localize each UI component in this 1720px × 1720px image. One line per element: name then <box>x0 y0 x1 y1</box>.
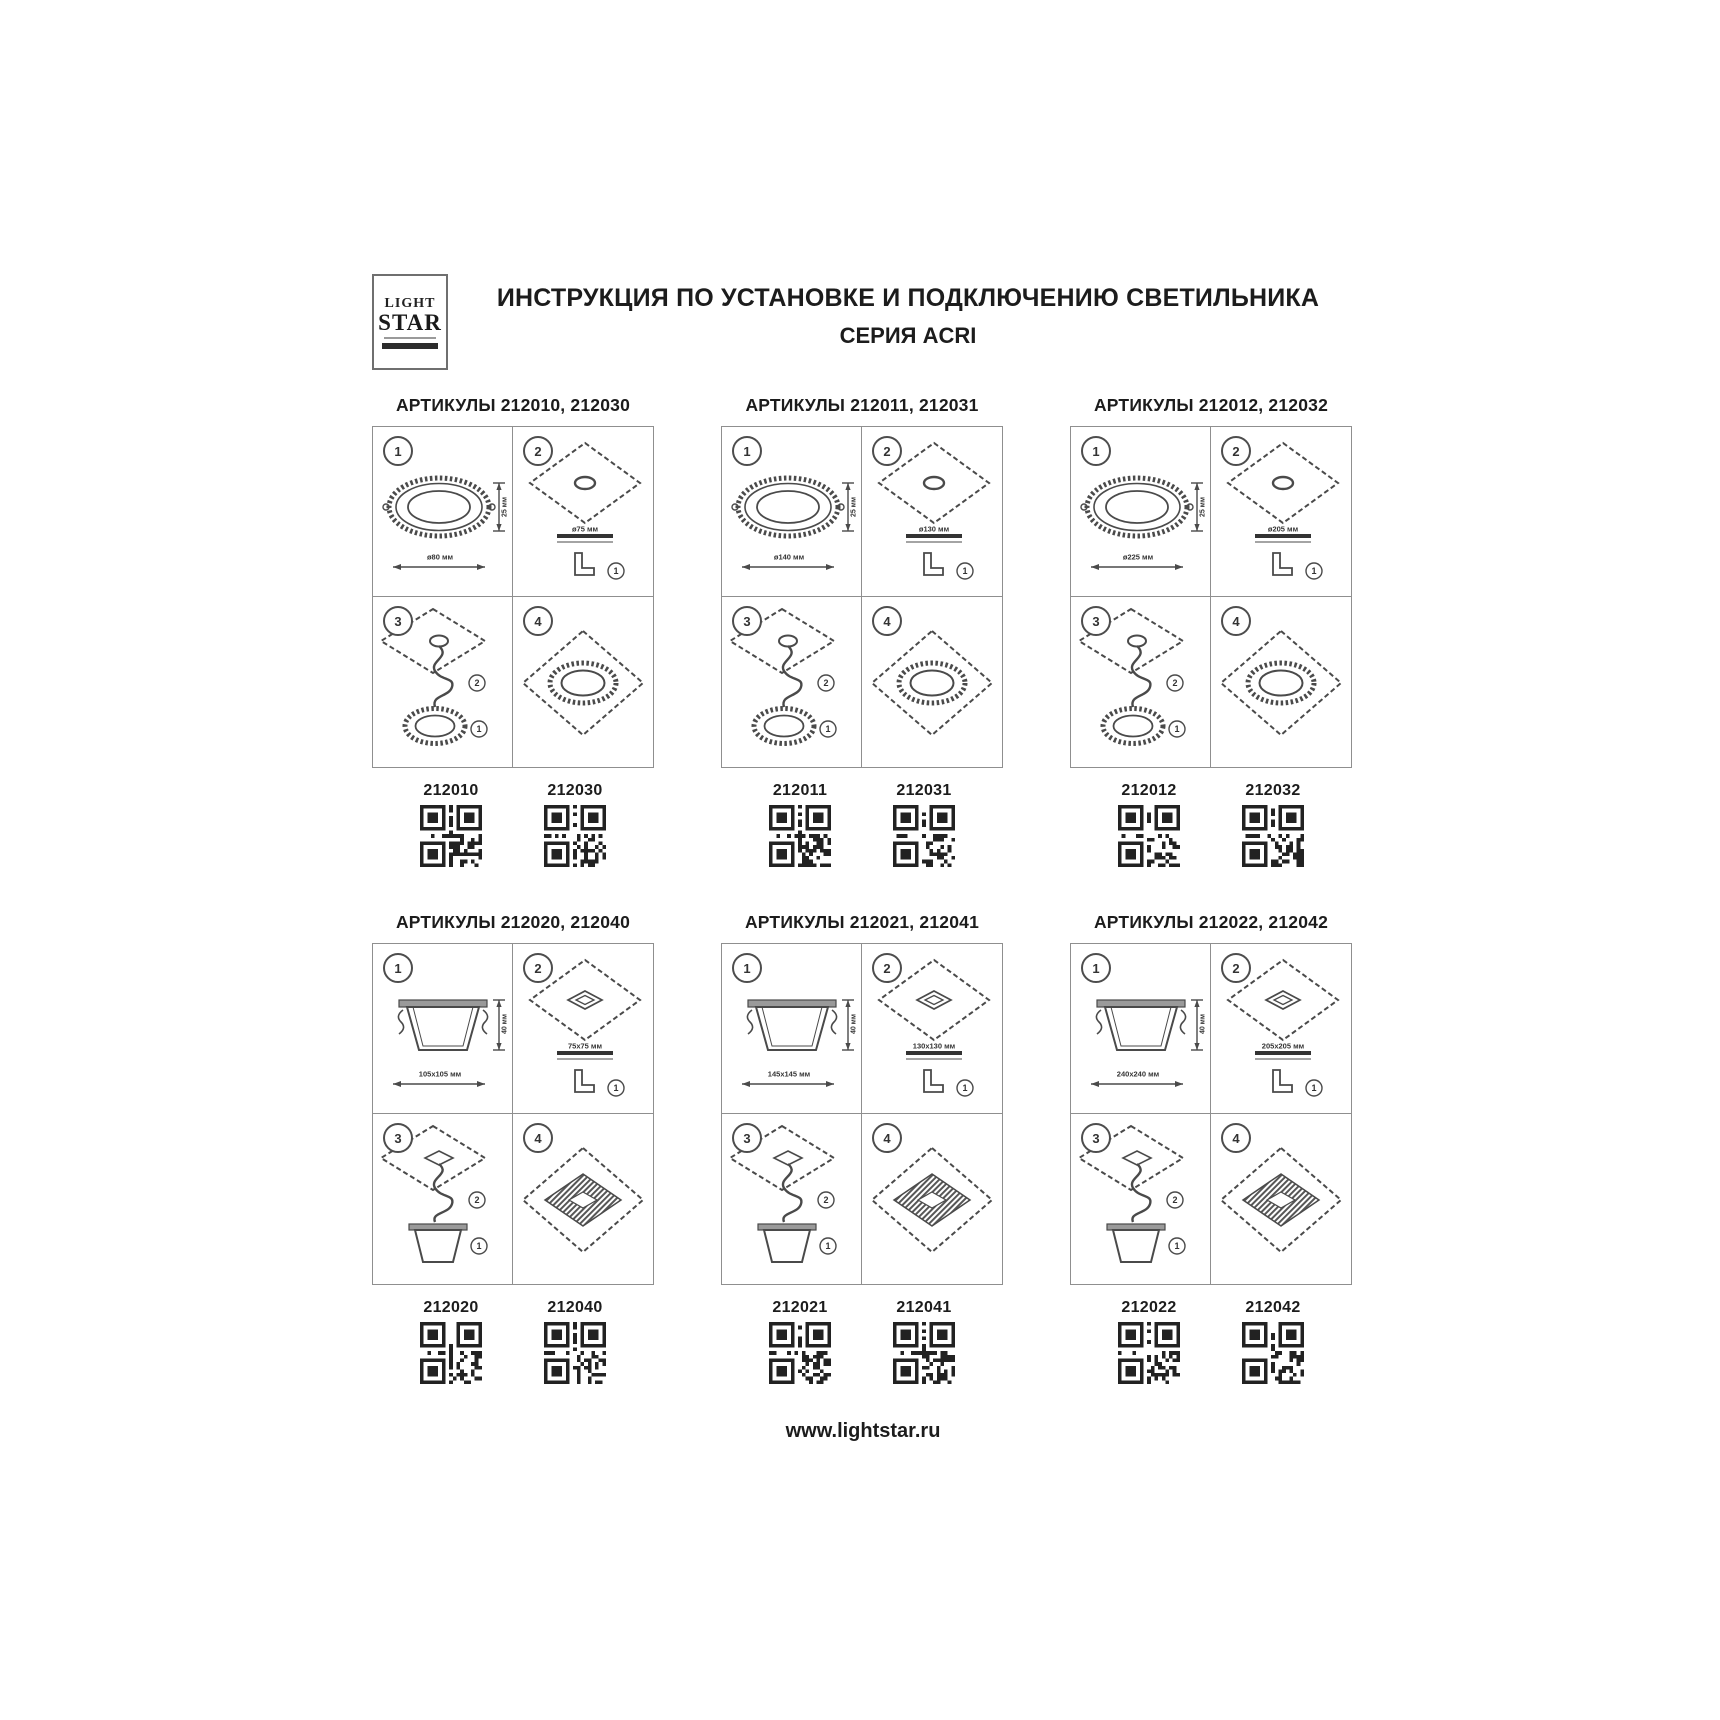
article-codes <box>721 1299 1003 1389</box>
fixture-callout-number: 1 <box>1174 724 1180 734</box>
article-code-block <box>535 1299 615 1389</box>
panel-header: АРТИКУЛЫ 212020, 212040 <box>395 912 631 932</box>
step-number-badge: 4 <box>523 1123 553 1153</box>
step-number-badge: 2 <box>1221 953 1251 983</box>
logo-text-star: STAR <box>378 309 442 335</box>
step-3-cell <box>722 597 862 767</box>
article-number: 212011 <box>772 782 828 799</box>
article-code-block <box>535 782 615 872</box>
step-2-cell <box>1211 944 1351 1114</box>
step-number-badge: 1 <box>732 953 762 983</box>
article-code-block <box>884 782 964 872</box>
logo-divider-bar <box>384 337 436 339</box>
cutout-dimension-label: ø205 мм <box>1267 524 1299 534</box>
qr-code <box>1118 1322 1180 1384</box>
step-1-cell <box>722 944 862 1114</box>
step-number-badge: 3 <box>732 606 762 636</box>
qr-code <box>420 1322 482 1384</box>
qr-code <box>420 805 482 867</box>
bracket-callout-number: 1 <box>1311 1083 1317 1093</box>
bracket-callout-number: 1 <box>613 1083 619 1093</box>
step-number-badge: 3 <box>732 1123 762 1153</box>
fixture-callout-number: 1 <box>476 1241 482 1251</box>
bracket-callout-number: 1 <box>962 566 968 576</box>
bracket-callout-number: 1 <box>962 1083 968 1093</box>
article-codes <box>372 782 654 872</box>
step-4-cell <box>862 597 1002 767</box>
height-dimension-label: 25 мм <box>1199 496 1207 518</box>
width-dimension-label: 145x145 мм <box>767 1069 811 1079</box>
step-number-badge: 1 <box>1081 953 1111 983</box>
article-code-block <box>1233 1299 1313 1389</box>
article-number: 212040 <box>547 1299 603 1316</box>
panel-header: АРТИКУЛЫ 212010, 212030 <box>395 395 631 415</box>
qr-code <box>769 1322 831 1384</box>
article-number: 212020 <box>423 1299 479 1316</box>
step-number-badge: 4 <box>872 1123 902 1153</box>
article-number: 212010 <box>423 782 479 799</box>
instruction-grid <box>721 943 1003 1285</box>
step-2-cell <box>862 427 1002 597</box>
panels-grid <box>372 395 1352 1389</box>
article-code-block <box>1109 1299 1189 1389</box>
qr-code <box>893 1322 955 1384</box>
step-4-cell <box>862 1114 1002 1284</box>
step-number-badge: 1 <box>383 436 413 466</box>
qr-code <box>769 805 831 867</box>
qr-code <box>1118 805 1180 867</box>
cable-callout-number: 2 <box>1172 1195 1178 1205</box>
cutout-dimension-label: ø130 мм <box>918 524 950 534</box>
article-code-block <box>884 1299 964 1389</box>
step-3-cell <box>722 1114 862 1284</box>
step-3-cell <box>373 1114 513 1284</box>
article-codes <box>372 1299 654 1389</box>
step-2-cell <box>513 944 653 1114</box>
footer-url: www.lightstar.ru <box>785 1420 941 1442</box>
height-dimension-label: 40 мм <box>850 1013 858 1035</box>
step-number-badge: 2 <box>872 436 902 466</box>
panel-212010-212030 <box>372 395 654 872</box>
cable-callout-number: 2 <box>823 1195 829 1205</box>
article-number: 212022 <box>1121 1299 1177 1316</box>
step-1-cell <box>373 944 513 1114</box>
step-1-cell <box>1071 427 1211 597</box>
step-3-cell <box>1071 1114 1211 1284</box>
panel-212022-212042 <box>1070 912 1352 1389</box>
step-number-badge: 3 <box>1081 606 1111 636</box>
step-4-cell <box>513 597 653 767</box>
page-subtitle: СЕРИЯ ACRI <box>839 323 977 348</box>
cable-callout-number: 2 <box>474 678 480 688</box>
panel-header: АРТИКУЛЫ 212022, 212042 <box>1093 912 1329 932</box>
cutout-dimension-label: 75x75 мм <box>567 1041 603 1051</box>
article-number: 212032 <box>1245 782 1301 799</box>
panel-header: АРТИКУЛЫ 212021, 212041 <box>744 912 980 932</box>
width-dimension-label: 240x240 мм <box>1116 1069 1160 1079</box>
step-1-cell <box>722 427 862 597</box>
fixture-callout-number: 1 <box>1174 1241 1180 1251</box>
step-number-badge: 1 <box>732 436 762 466</box>
panel-header: АРТИКУЛЫ 212012, 212032 <box>1093 395 1329 415</box>
bracket-callout-number: 1 <box>613 566 619 576</box>
article-code-block <box>411 1299 491 1389</box>
panel-212020-212040 <box>372 912 654 1389</box>
article-number: 212021 <box>772 1299 828 1316</box>
cutout-dimension-label: 130x130 мм <box>912 1041 956 1051</box>
fixture-callout-number: 1 <box>825 1241 831 1251</box>
article-codes <box>721 782 1003 872</box>
step-number-badge: 2 <box>523 436 553 466</box>
article-number: 212041 <box>896 1299 952 1316</box>
panel-212021-212041 <box>721 912 1003 1389</box>
step-2-cell <box>513 427 653 597</box>
article-codes <box>1070 782 1352 872</box>
step-number-badge: 4 <box>872 606 902 636</box>
cable-callout-number: 2 <box>823 678 829 688</box>
step-number-badge: 2 <box>872 953 902 983</box>
cable-callout-number: 2 <box>474 1195 480 1205</box>
article-code-block <box>760 782 840 872</box>
lightstar-logo <box>372 274 448 370</box>
logo-bottom-bar <box>382 343 438 349</box>
bracket-callout-number: 1 <box>1311 566 1317 576</box>
article-number: 212030 <box>547 782 603 799</box>
step-number-badge: 2 <box>1221 436 1251 466</box>
cutout-dimension-label: ø75 мм <box>571 524 599 534</box>
title-block <box>462 284 1354 349</box>
step-number-badge: 4 <box>1221 606 1251 636</box>
article-code-block <box>760 1299 840 1389</box>
step-number-badge: 4 <box>1221 1123 1251 1153</box>
instruction-grid <box>372 943 654 1285</box>
step-4-cell <box>1211 597 1351 767</box>
instruction-grid <box>1070 943 1352 1285</box>
article-code-block <box>1109 782 1189 872</box>
step-number-badge: 2 <box>523 953 553 983</box>
logo-text-light: LIGHT <box>384 295 436 311</box>
instruction-grid <box>1070 426 1352 768</box>
article-number: 212031 <box>896 782 952 799</box>
step-4-cell <box>1211 1114 1351 1284</box>
cable-callout-number: 2 <box>1172 678 1178 688</box>
step-1-cell <box>373 427 513 597</box>
article-codes <box>1070 1299 1352 1389</box>
height-dimension-label: 25 мм <box>850 496 858 518</box>
article-code-block <box>411 782 491 872</box>
panel-header: АРТИКУЛЫ 212011, 212031 <box>745 395 979 415</box>
panel-212012-212032 <box>1070 395 1352 872</box>
qr-code <box>893 805 955 867</box>
qr-code <box>1242 805 1304 867</box>
width-dimension-label: ø140 мм <box>773 552 805 562</box>
panel-212011-212031 <box>721 395 1003 872</box>
article-code-block <box>1233 782 1313 872</box>
step-2-cell <box>1211 427 1351 597</box>
width-dimension-label: ø80 мм <box>426 552 454 562</box>
width-dimension-label: ø225 мм <box>1122 552 1154 562</box>
height-dimension-label: 25 мм <box>501 496 509 518</box>
step-3-cell <box>1071 597 1211 767</box>
qr-code <box>544 805 606 867</box>
cutout-dimension-label: 205x205 мм <box>1261 1041 1305 1051</box>
height-dimension-label: 40 мм <box>501 1013 509 1035</box>
step-4-cell <box>513 1114 653 1284</box>
qr-code <box>1242 1322 1304 1384</box>
width-dimension-label: 105x105 мм <box>418 1069 462 1079</box>
step-number-badge: 3 <box>383 1123 413 1153</box>
step-number-badge: 3 <box>383 606 413 636</box>
page-title: ИНСТРУКЦИЯ ПО УСТАНОВКЕ И ПОДКЛЮЧЕНИЮ СВЕТИЛЬНИКА <box>496 284 1320 312</box>
step-2-cell <box>862 944 1002 1114</box>
instruction-grid <box>721 426 1003 768</box>
article-number: 212012 <box>1121 782 1177 799</box>
step-number-badge: 1 <box>1081 436 1111 466</box>
step-number-badge: 4 <box>523 606 553 636</box>
step-3-cell <box>373 597 513 767</box>
step-1-cell <box>1071 944 1211 1114</box>
fixture-callout-number: 1 <box>476 724 482 734</box>
step-number-badge: 1 <box>383 953 413 983</box>
height-dimension-label: 40 мм <box>1199 1013 1207 1035</box>
fixture-callout-number: 1 <box>825 724 831 734</box>
step-number-badge: 3 <box>1081 1123 1111 1153</box>
article-number: 212042 <box>1245 1299 1301 1316</box>
qr-code <box>544 1322 606 1384</box>
instruction-grid <box>372 426 654 768</box>
